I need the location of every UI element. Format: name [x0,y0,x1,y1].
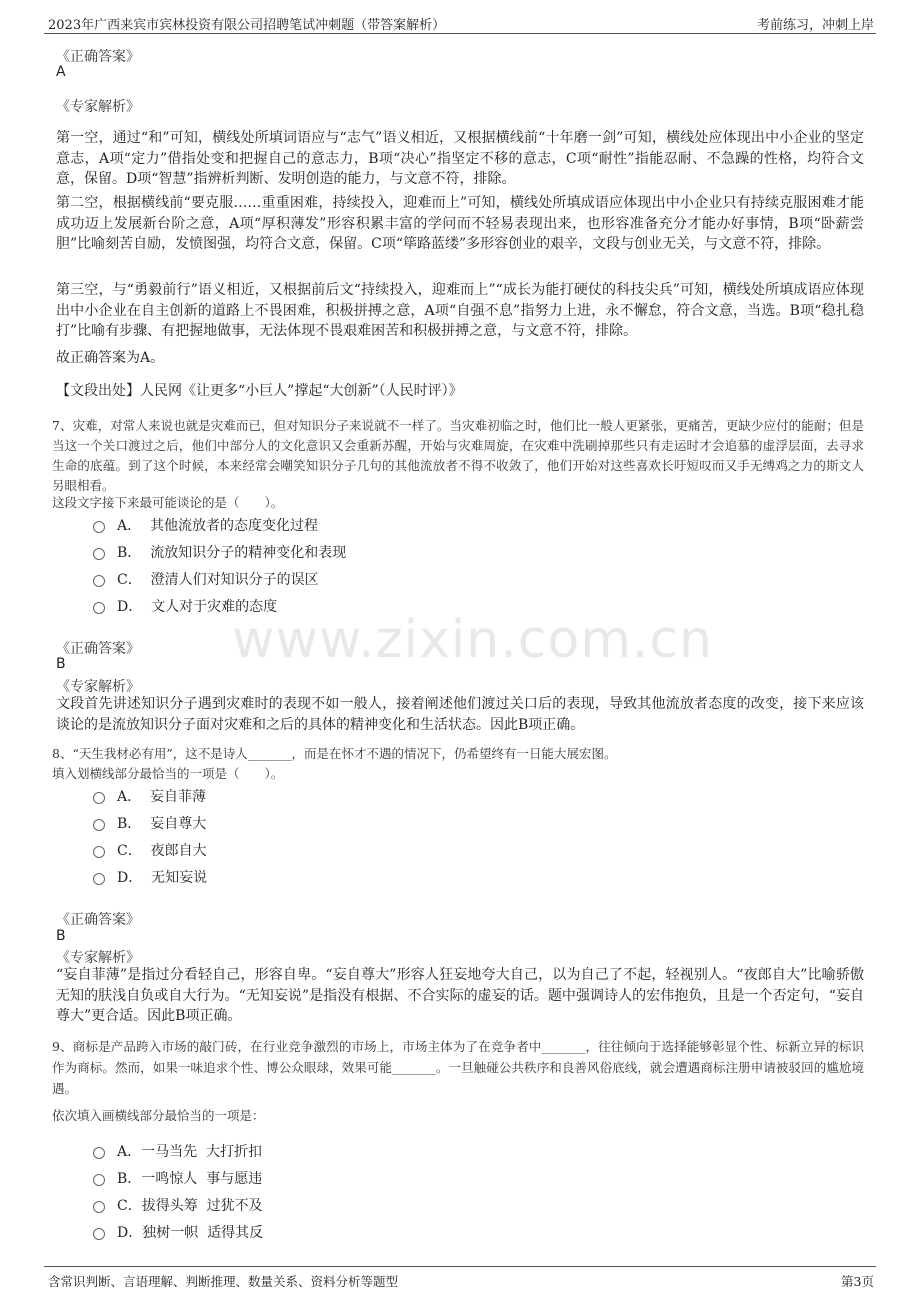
radio-icon[interactable] [93,575,105,587]
question-7-analysis: 文段首先讲述知识分子遇到灾难时的表现不如一般人，接着阐述他们渡过关口后的表现，导致其他流放者态度的改变，接下来应该谈论的是流放知识分子面对灾难和之后的具体的精神变化和生活状态。因此B项正确。 [56,696,864,733]
question-8-prompt: 填入划横线部分最恰当的一项是（ ）。 [52,766,284,781]
question-8-stem: 8、“天生我材必有用”，这不是诗人_______，而是在怀才不遇的情况下，仍希望终有一日能大展宏图。 [52,746,617,761]
radio-icon[interactable] [93,521,105,533]
question-8-option-b[interactable]: B． 妄自尊大 [93,813,206,833]
radio-icon[interactable] [93,873,105,885]
question-7-option-c[interactable]: C． 澄清人们对知识分子的误区 [93,569,319,589]
question-7-stem: 7、灾难，对常人来说也就是灾难而已，但对知识分子来说就不一样了。当灾难初临之时，他们比一般人更紧张，更痛苦，更缺少应付的能耐；但是当这一个关口渡过之后，他们中部分人的文化意识又会重新苏醒，开始与灾难周旋，在灾难中洗刷掉那些只有走运时才会追慕的虚浮层面，去寻求生命的底蕴。到了这个时候，本来经常会嘲笑知识分子几句的其他流放者不得不收敛了，他们开始对这些喜欢长吁短叹而又手无缚鸡之力的斯文人另眼相看。 [52,418,864,493]
question-8-option-a[interactable]: A． 妄自菲薄 [93,786,206,806]
question-7-option-a[interactable]: A． 其他流放者的态度变化过程 [93,515,318,535]
analysis-paragraph-3: 第三空，与“勇毅前行”语义相近，又根据前后文“持续投入，迎难而上”“成长为能打硬仗的科技尖兵”可知，横线处所填成语应体现出中小企业在自主创新的道路上不畏困难，积极拼搏之意，A项“自强不息”指努力上进，永不懈怠，符合文意，当选。B项“稳扎稳打”比喻有步骤、有把握地做事，无法体现不畏艰难困苦和积极拼搏之意，与文意不符，排除。 [56,282,864,339]
page-footer [0,1264,920,1302]
analysis-label: 《专家解析》 [56,99,140,115]
analysis-paragraph-1: 第一空，通过“和”可知，横线处所填词语应与“志气”语义相近，又根据横线前“十年磨一剑”可知，横线处应体现出中小企业的坚定意志，A项“定力”借指处变和把握自己的意志力，B项“决心”指坚定不移的意志，C项“耐性”指能忍耐、不急躁的性格，均符合文意，保留。D项“智慧”指辨析判断、发明创造的能力，与文意不符，排除。 [56,130,864,187]
question-9-option-d[interactable]: D．独树一帜 适得其反 [93,1222,263,1242]
question-9-option-c[interactable]: C．拔得头筹 过犹不及 [93,1195,263,1215]
footer-divider [44,1266,876,1267]
answer-label: 《正确答案》 [56,49,140,65]
document-title: 2023年广西来宾市宾林投资有限公司招聘笔试冲刺题（带答案解析） [48,18,446,33]
radio-icon[interactable] [93,846,105,858]
question-7-option-b[interactable]: B． 流放知识分子的精神变化和表现 [93,542,346,562]
analysis-label: 《专家解析》 [56,950,140,966]
radio-icon[interactable] [93,548,105,560]
source-citation: 【文段出处】人民网《让更多“小巨人”撑起“大创新”（人民时评）》 [56,383,463,399]
answer-value: A [56,64,66,80]
answer-value: B [56,656,66,672]
radio-icon[interactable] [93,1147,105,1159]
radio-icon[interactable] [93,1201,105,1213]
radio-icon[interactable] [93,792,105,804]
analysis-paragraph-2: 第二空，根据横线前“要克服……重重困难，持续投入，迎难而上”可知，横线处所填成语应体现出中小企业只有持续克服困难才能成功迈上发展新台阶之意，A项“厚积薄发”形容积累丰富的学问而不轻易表现出来，也形容准备充分才能办好事情，B项“卧薪尝胆”比喻刻苦自励，发愤图强，均符合文意，保留。C项“筚路蓝缕”多形容创业的艰辛，文段与创业无关，与文意不符，排除。 [56,195,864,252]
answer-label: 《正确答案》 [56,912,140,928]
watermark: www.zixin.com.cn [232,610,713,670]
answer-value: B [56,928,66,944]
page-number: 第3页 [841,1274,874,1289]
question-7-option-d[interactable]: D． 文人对于灾难的态度 [93,596,277,616]
radio-icon[interactable] [93,1174,105,1186]
analysis-label: 《专家解析》 [56,679,140,695]
question-9-prompt: 依次填入画横线部分最恰当的一项是： [52,1108,265,1123]
question-8-option-c[interactable]: C． 夜郎自大 [93,840,207,860]
question-8-option-d[interactable]: D． 无知妄说 [93,867,207,887]
answer-label: 《正确答案》 [56,641,140,657]
question-7-prompt: 这段文字接下来最可能谈论的是（ ）。 [52,495,284,510]
radio-icon[interactable] [93,819,105,831]
header-slogan: 考前练习，冲刺上岸 [756,18,874,33]
radio-icon[interactable] [93,1228,105,1240]
question-9-option-a[interactable]: A．一马当先 大打折扣 [93,1141,262,1161]
question-9-stem: 9、商标是产品跨入市场的敲门砖，在行业竞争激烈的市场上，市场主体为了在竞争者中_______，往往倾向于选择能够彰显个性、标新立异的标识作为商标。然而，如果一味追求个性、博公众眼球，效果可能_______。一旦触碰公共秩序和良善风俗底线，就会遭遇商标注册申请被驳回的尴尬境遇。 [52,1039,864,1096]
footer-subjects: 含常识判断、言语理解、判断推理、数量关系、资料分析等题型 [48,1274,399,1289]
analysis-conclusion: 故正确答案为A。 [56,350,165,366]
question-8-analysis: “妄自菲薄”是指过分看轻自己，形容自卑。“妄自尊大”形容人狂妄地夸大自己，以为自己了不起，轻视别人。“夜郎自大”比喻骄傲无知的肤浅自负或自大行为。“无知妄说”是指没有根据、不合实际的虚妄的话。题中强调诗人的宏伟抱负，且是一个否定句，“妄自尊大”更合适。因此B项正确。 [56,967,864,1024]
question-9-option-b[interactable]: B．一鸣惊人 事与愿违 [93,1168,262,1188]
radio-icon[interactable] [93,602,105,614]
